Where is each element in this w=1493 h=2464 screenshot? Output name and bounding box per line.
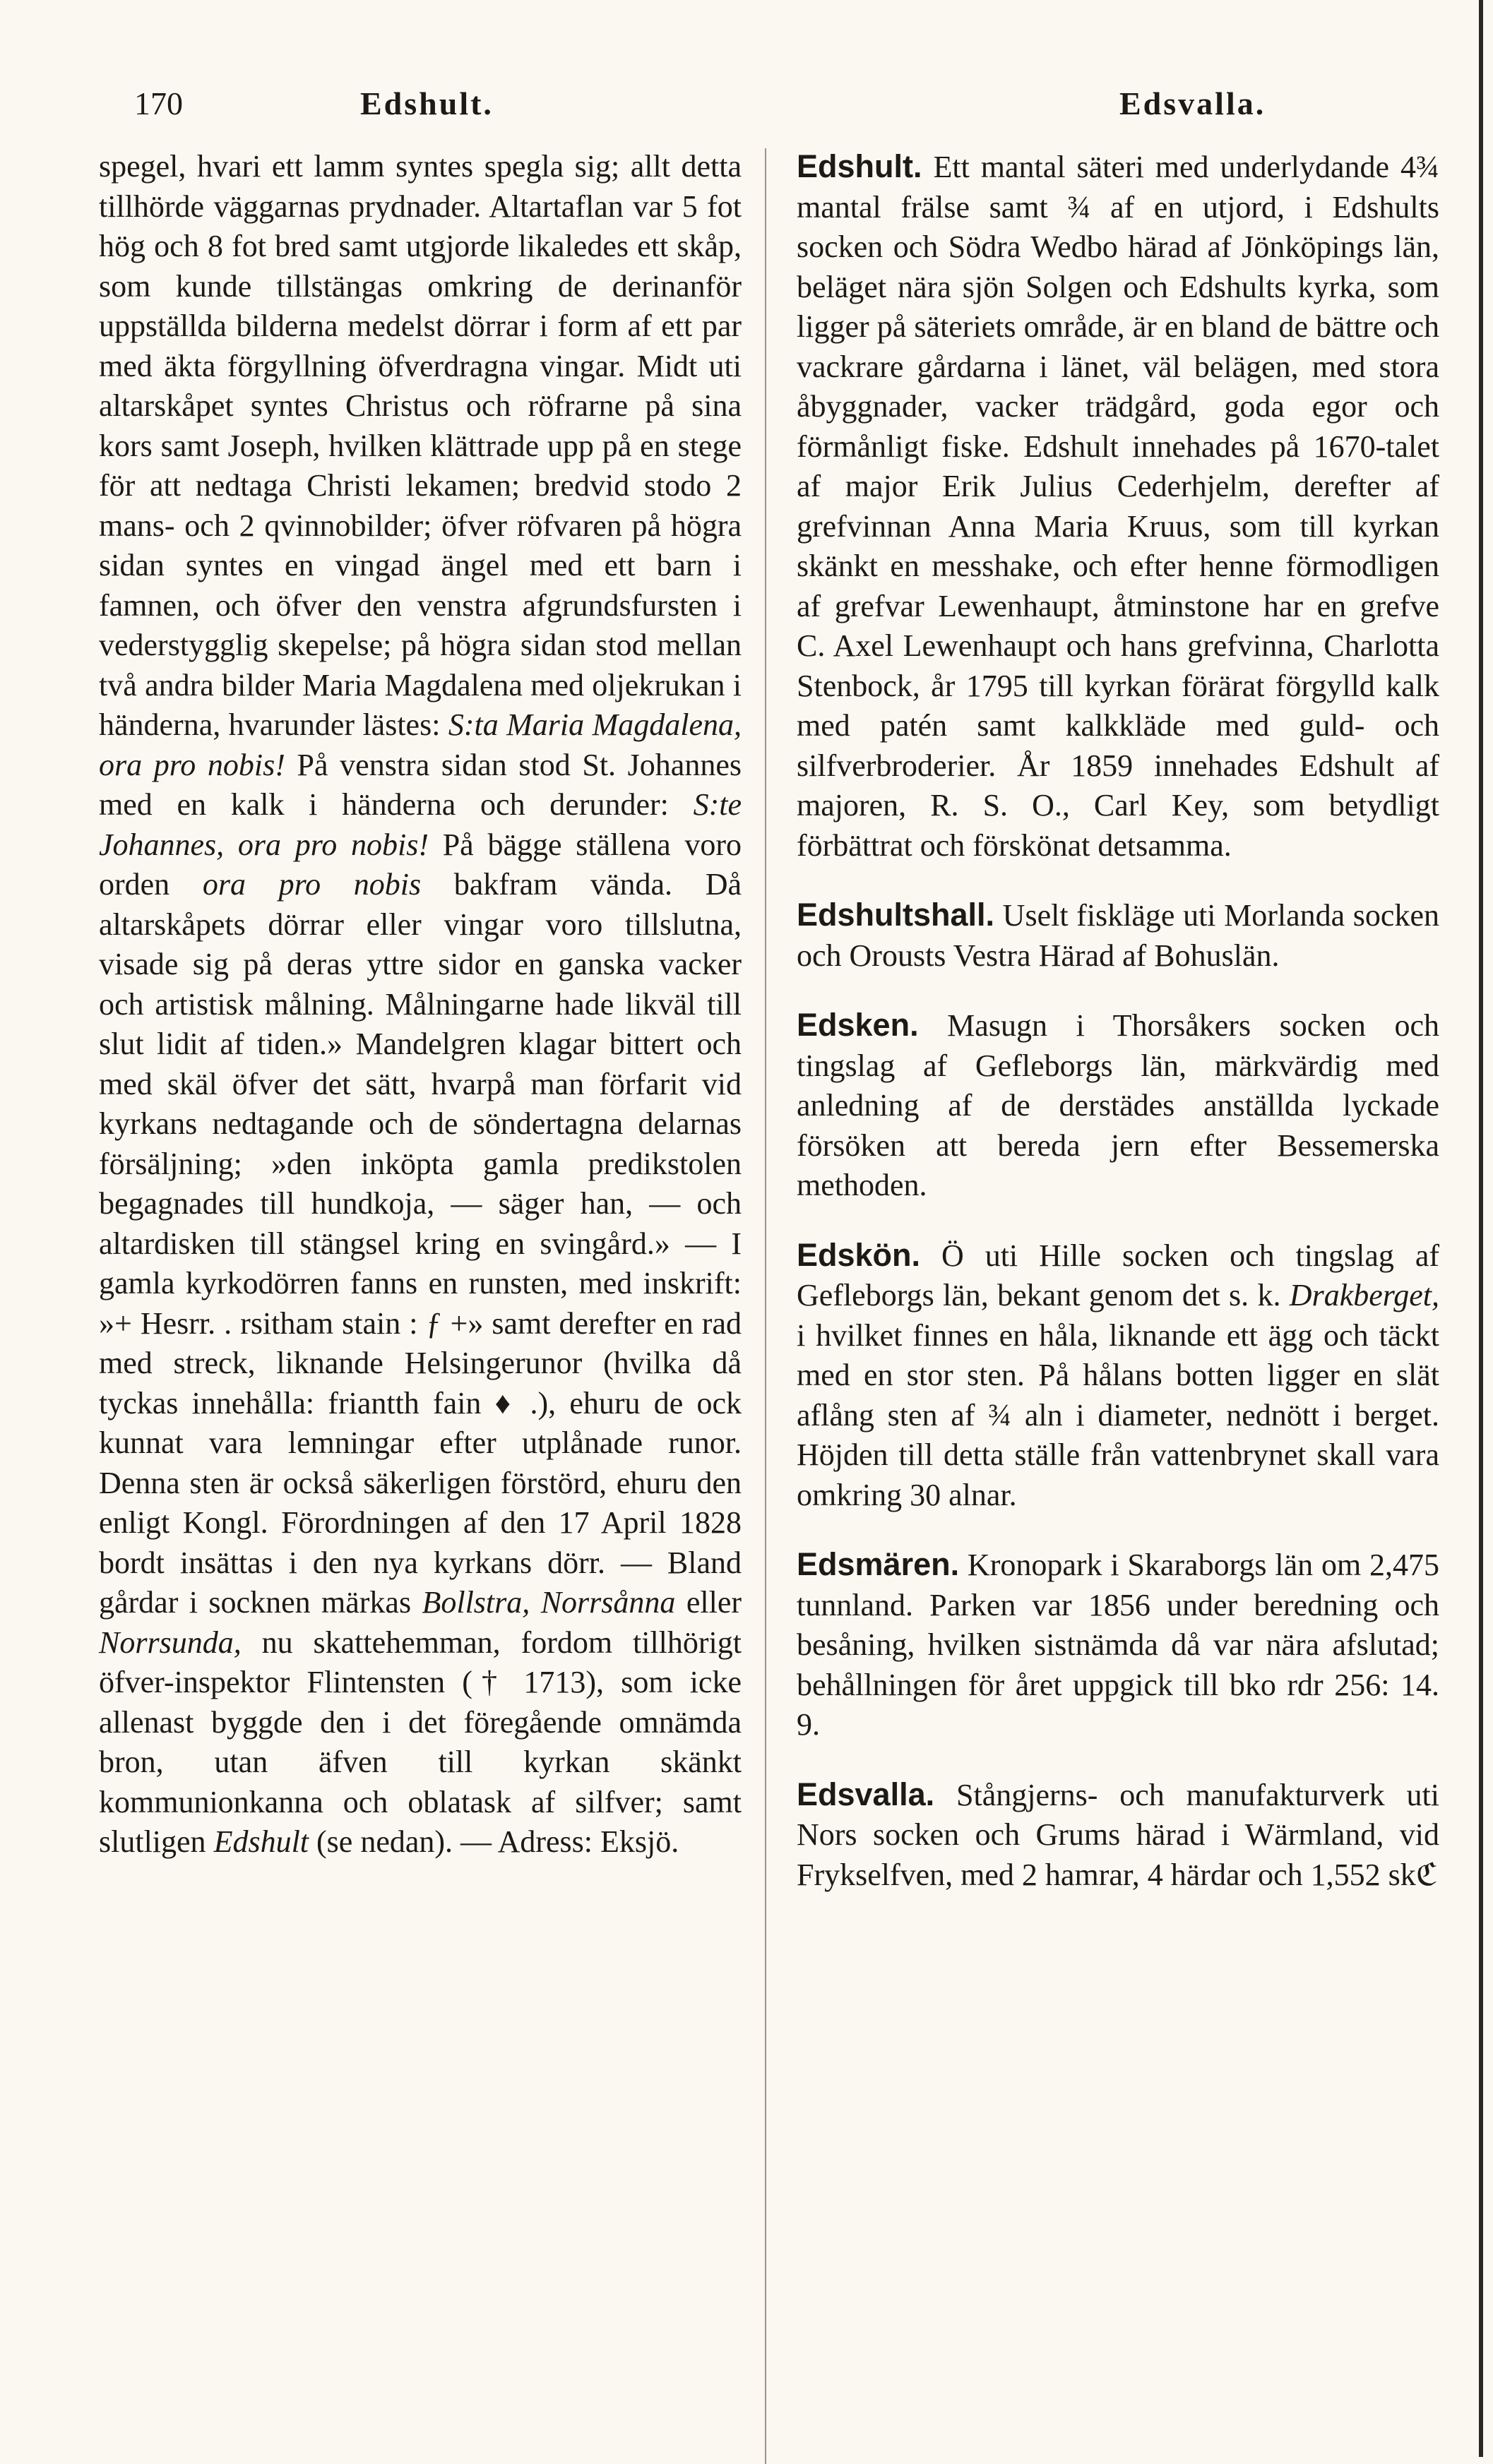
right-column <box>797 147 1439 1925</box>
entry-text: Ö uti Hille socken och tingslag af Gefleborgs län, bekant genom det s. k. <box>797 1238 1439 1312</box>
entry-edsvalla <box>797 1775 1439 1896</box>
entry-headword: Edsken. <box>797 1007 919 1043</box>
running-head-left: Edshult. <box>360 85 494 121</box>
latin-phrase: ora pro nobis <box>202 867 422 902</box>
text-run: (se nedan). — Adress: Eksjö. <box>309 1824 679 1859</box>
entry-text: Stångjerns- och manufakturverk uti Nors socken och Grums härad i Wärmland, vid Frykselfven, med 2 hamrar, 4 härdar och 1,552 skℭ <box>797 1777 1439 1892</box>
entry-headword: Edsmären. <box>797 1546 960 1582</box>
running-head-right: Edsvalla. <box>1119 85 1266 121</box>
page-number: 170 <box>134 85 183 121</box>
running-header <box>99 85 1441 127</box>
entry-edshultshall <box>797 895 1439 976</box>
entry-headword: Edsvalla. <box>797 1776 935 1812</box>
entry-edsken <box>797 1005 1439 1206</box>
text-run: bakfram vända. Då altarskåpets dörrar eller vingar voro tillslutna, visade sig på deras yttre sidor en ganska vacker och artistisk målning. Målningarne hade likväl till slut lidit af tiden.» Mandelgren klagar bittert och med skäl öfver det sätt, hvarpå man förfarit vid kyrkans nedtagande och de söndertagna delarnas försäljning; »den inköpta gamla predikstolen begagnades till hundkoja, — säger han, — och altardisken till stängsel kring en svingård.» — I gamla kyrkodörren fanns en runsten, med inskrift: »+ Hesrr. . rsitham stain : ƒ +» samt derefter en rad med streck, liknande Helsingerunor (hvilka då tyckas innehålla: friantth fain ♦ .), ehuru de ock kunnat vara lemningar efter utplånade runor. Denna sten är också säkerligen förstörd, ehuru den enligt Kongl. Förordningen af den 17 April 1828 bordt insättas i den nya kyrkans dörr. — Bland gårdar i socknen märkas <box>99 867 742 1620</box>
entry-text: Kronopark i Skaraborgs län om 2,475 tunnland. Parken var 1856 under beredning och besåning, hvilken sistnämda då var nära afslutad; behållningen för året uppgick till bko rdr 256: 14. 9. <box>797 1548 1439 1742</box>
entry-edshult <box>797 147 1439 866</box>
place-name: Edshult <box>213 1824 309 1859</box>
continued-paragraph <box>99 147 742 1862</box>
entry-headword: Edskön. <box>797 1236 921 1273</box>
text-run: nu skattehemman, fordom tillhörigt öfver-inspektor Flintensten († 1713), som icke allenast byggde den i det föregående omnämda bron, utan äfven till kyrkan skänkt kommunionkanna och oblatask af silfver; samt slutligen <box>99 1625 742 1859</box>
latin-inscription: S:te Johannes, ora pro nobis! <box>99 787 742 862</box>
text-run: På venstra sidan stod St. Johannes med en kalk i händerna och derunder: <box>99 747 742 822</box>
entry-text: i hvilket finnes en håla, liknande ett ägg och täckt med en stor sten. På hålans botten ligger en slät aflång sten af ¾ aln i diameter, nednött i berget. Höjden till detta ställe från vattenbrynet skall vara omkring 30 alnar. <box>797 1317 1439 1512</box>
entry-text: Masugn i Thorsåkers socken och tingslag af Gefleborgs län, märkvärdig med anledning af de derstädes anställda lyckade försöken att bereda jern efter Bessemerska methoden. <box>797 1008 1439 1202</box>
text-run: På bägge ställena voro orden <box>99 827 742 902</box>
place-name: Drakberget, <box>1289 1278 1439 1312</box>
column-divider <box>765 148 766 2464</box>
place-name: Norrsunda, <box>99 1625 242 1660</box>
entry-text: Ett mantal säteri med underlydande 4¾ mantal frälse samt ¾ af en utjord, i Edshults socken och Södra Wedbo härad af Jönköpings län, beläget nära sjön Solgen och Edshults kyrka, som ligger på säteriets område, är en bland de bättre och vackrare gårdarna i länet, väl belägen, med stora åbyggnader, vacker trädgård, goda egor och förmånligt fiske. Edshult innehades på 1670-talet af major Erik Julius Cederhjelm, derefter af grefvinnan Anna Maria Kruus, som till kyrkan skänkt en messhake, och efter henne förmodligen af grefvar Lewenhaupt, åtminstone har en grefve C. Axel Lewenhaupt och hans grefvinna, Charlotta Stenbock, år 1795 till kyrkan förärat förgylld kalk med patén samt kalkkläde med guld- och silfverbroderier. År 1859 innehades Edshult af majoren, R. S. O., Carl Key, som betydligt förbättrat och förskönat detsamma. <box>797 150 1439 863</box>
entry-edsmaren <box>797 1545 1439 1745</box>
place-name: Bollstra, Norrsånna <box>422 1585 676 1620</box>
entry-headword: Edshult. <box>797 148 922 184</box>
text-run: eller <box>675 1585 742 1620</box>
entry-headword: Edshultshall. <box>797 897 995 933</box>
text-run: spegel, hvari ett lamm syntes spegla sig; allt detta tillhörde väggarnas prydnader. Altartaflan var 5 fot hög och 8 fot bred samt utgjorde likaledes ett skåp, som kunde tillstängas omkring de derinanför uppställda bilderna medelst dörrar i form af ett par med äkta förgyllning öfverdragna vingar. Midt uti altarskåpet syntes Christus och röfrarne på sina kors samt Joseph, hvilken klättrade upp på en stege för att nedtaga Christi lekamen; bredvid stodo 2 mans- och 2 qvinnobilder; öfver röfvaren på högra sidan syntes en vingad ängel med ett barn i famnen, och öfver den venstra afgrundsfursten i vederstygglig skepelse; på högra sidan stod mellan två andra bilder Maria Magdalena med oljekrukan i händerna, hvarunder lästes: <box>99 149 742 742</box>
latin-inscription: S:ta Maria Magdalena, ora pro nobis! <box>99 707 742 782</box>
entry-text: Uselt fiskläge uti Morlanda socken och Orousts Vestra Härad af Bohuslän. <box>797 898 1439 973</box>
page-edge <box>1479 0 1483 2457</box>
left-column <box>99 147 742 1862</box>
entry-edskon <box>797 1236 1439 1516</box>
